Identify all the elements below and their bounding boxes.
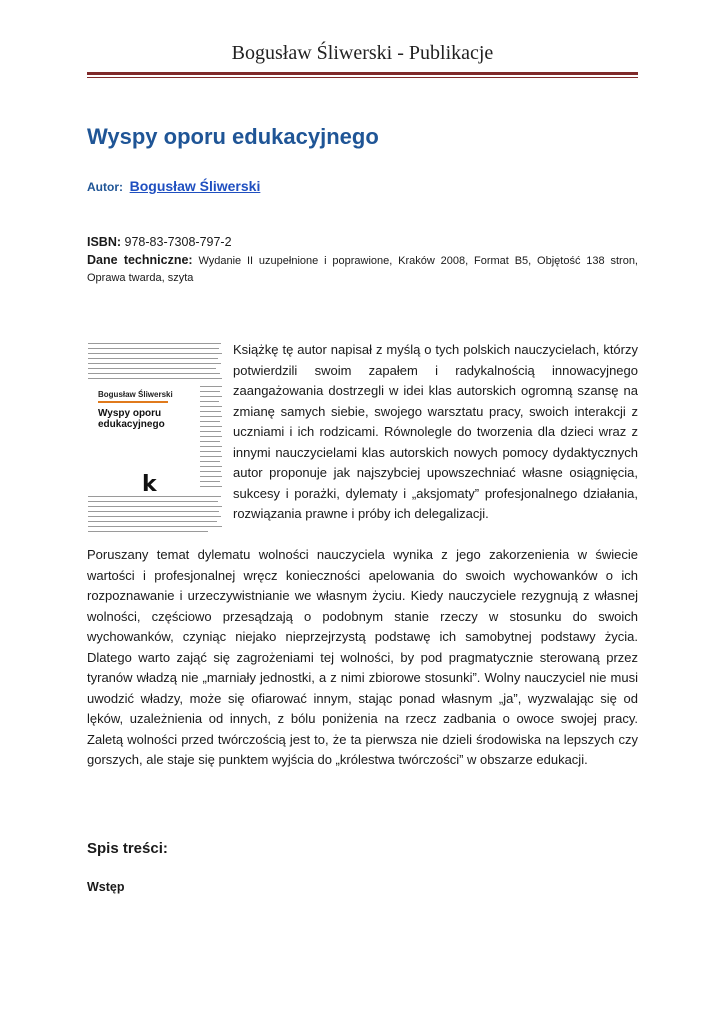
- publisher-logo-icon: k: [142, 472, 157, 497]
- page-header-title: Bogusław Śliwerski - Publikacje: [231, 42, 494, 64]
- header-divider-thick: [87, 72, 638, 75]
- technical-data-label: Dane techniczne:: [87, 253, 193, 267]
- cover-title-panel: [94, 382, 194, 497]
- technical-data: [87, 252, 638, 287]
- toc-heading: Spis treści:: [87, 840, 168, 857]
- isbn-line: [87, 235, 232, 249]
- author-line: [87, 178, 260, 194]
- isbn-value: 978-83-7308-797-2: [124, 235, 232, 249]
- body-paragraph: [87, 545, 638, 771]
- book-cover-image: [86, 340, 225, 535]
- header-divider-thin: [87, 77, 638, 78]
- cover-title: [98, 408, 165, 430]
- toc-item-intro: Wstęp: [87, 880, 125, 894]
- cover-title-line-1: Wyspy oporu: [98, 408, 162, 419]
- cover-author: Bogusław Śliwerski: [98, 390, 173, 399]
- intro-paragraph: [233, 340, 638, 525]
- technical-data-value: Wydanie II uzupełnione i poprawione, Kraków 2008, Format B5, Objętość 138 stron, Oprawa twarda, szyta: [87, 255, 638, 284]
- author-link[interactable]: Bogusław Śliwerski: [129, 178, 261, 194]
- cover-title-line-2: edukacyjnego: [98, 419, 165, 430]
- cover-accent-bar: [98, 401, 168, 403]
- body-text: Poruszany temat dylematu wolności nauczyciela wynika z jego zakorzenienia w świecie wartości i profesjonalnej wręcz konieczności apelowania do swoich wychowanków o ich rozpoznawanie i urzeczywistnianie we własnym życiu. Kiedy nauczyciele rezygnują z własnej wolności, częściowo przesądzają o podobnym stanie rzeczy w stosunku do swoich wychowanków, czyniąc niejako nieprzejrzystą podstawę ich samobytnej podstawy życia. Dlatego warto zająć się zagrożeniami tej wolności, by pod pragmatycznie sterowaną przez tyranów władzą nie „marniały jednostki, a z nimi zbiorowe stosunki”. Wolny nauczyciel nie musi uwodzić władzy, może się ofiarować innym, stając ponad własnym „ja”, wyzwalając się od lęków, uzależnienia od innych, z bólu poniżenia na rzecz zadbania o owoce swojej pracy. Zaletą wolności przed twórczością jest to, że ta pierwsza nie dzieli środowiska na lepszych czy gorszych, ale staje się punktem wyjścia do „królestwa twórczości” w obszarze edukacji.: [87, 547, 638, 767]
- isbn-label: ISBN:: [87, 235, 122, 249]
- author-label: Autor:: [87, 180, 123, 194]
- intro-text: Książkę tę autor napisał z myślą o tych polskich nauczycielach, którzy potwierdzili swoim zapałem i radykalnością innowacyjnego zaangażowania dostrzegli w idei klas autorskich ogromną szansę na zmianę samych siebie, swojego warsztatu pracy, swoich interakcji z uczniami i ich rodzicami. Równolegle do tworzenia dla dzieci wraz z innymi nauczycielami klas autorskich nowych pomocy dydaktycznych autor proponuje jak najszybciej upowszechniać własne osiągnięcia, sukcesy i porażki, dylematy i „aksjomaty” profesjonalnego działania, rozwiązania prawne i próby ich delegalizacji.: [233, 342, 638, 521]
- book-title: Wyspy oporu edukacyjnego: [87, 124, 379, 149]
